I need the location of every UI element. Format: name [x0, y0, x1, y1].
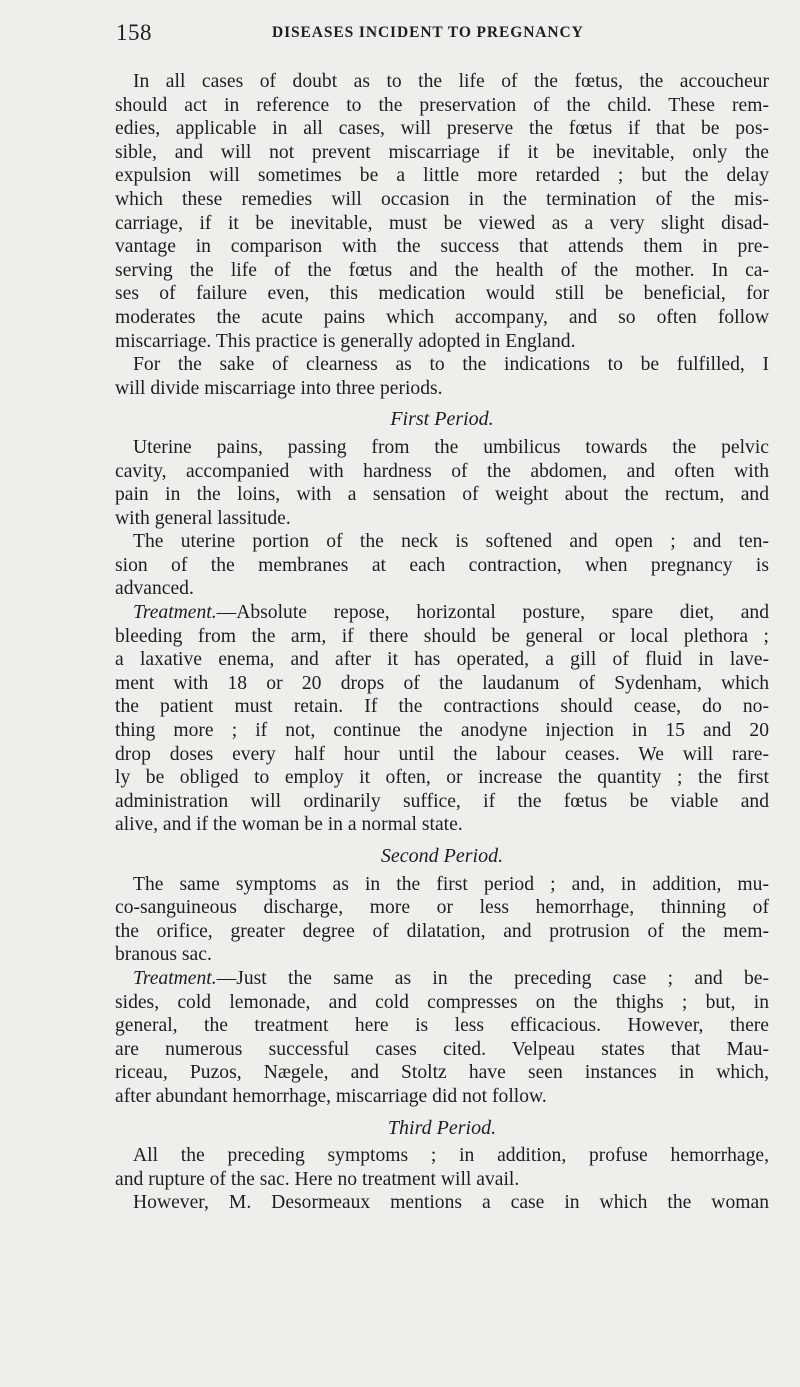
- text-line: However, M. Desormeaux mentions a case in which the woman: [133, 1192, 769, 1214]
- paragraph: [115, 873, 769, 967]
- page-number: 158: [116, 20, 152, 45]
- text-line: co-sanguineous discharge, more or less hemorrhage, thinning of: [115, 897, 769, 919]
- text-line: bleeding from the arm, if there should be general or local plethora ;: [115, 625, 769, 647]
- paragraph: [115, 1191, 769, 1215]
- text-line: sible, and will not prevent miscarriage if it be inevitable, only the: [115, 141, 769, 163]
- paragraph: [115, 70, 769, 353]
- text-line: riceau, Puzos, Nægele, and Stoltz have seen instances in which,: [115, 1062, 769, 1084]
- section-heading: First Period.: [390, 408, 494, 431]
- text-line: sides, cold lemonade, and cold compresses on the thighs ; but, in: [115, 991, 769, 1013]
- text-line: Uterine pains, passing from the umbilicus towards the pelvic: [133, 436, 769, 458]
- text-line: The uterine portion of the neck is softened and open ; and ten-: [133, 531, 769, 553]
- text-line: general, the treatment here is less efficacious. However, there: [115, 1015, 769, 1037]
- text-line: will divide miscarriage into three periods.: [115, 377, 443, 399]
- page-header: [116, 20, 756, 48]
- text-line: ment with 18 or 20 drops of the laudanum of Sydenham, which: [115, 672, 769, 694]
- text-line: branous sac.: [115, 944, 212, 966]
- running-head: DISEASES INCIDENT TO PREGNANCY: [272, 24, 584, 41]
- text-line: pain in the loins, with a sensation of weight about the rectum, and: [115, 484, 769, 506]
- text-line: are numerous successful cases cited. Velpeau states that Mau-: [115, 1038, 769, 1060]
- text-line: drop doses every half hour until the labour ceases. We will rare-: [115, 743, 769, 765]
- text-line: In all cases of doubt as to the life of the fœtus, the accoucheur: [133, 71, 769, 92]
- paragraph-lead: Treatment.: [133, 602, 217, 624]
- text-line: [115, 601, 769, 625]
- text-line: thing more ; if not, continue the anodyne injection in 15 and 20: [115, 720, 769, 742]
- paragraph-lead: Treatment.: [133, 967, 217, 989]
- text-line: [115, 967, 769, 991]
- text-line: and rupture of the sac. Here no treatment will avail.: [115, 1168, 520, 1190]
- text-line: administration will ordinarily suffice, if the fœtus be viable and: [115, 790, 769, 812]
- text-line: The same symptoms as in the first period ; and, in addition, mu-: [133, 873, 769, 895]
- text-line: miscarriage. This practice is generally adopted in England.: [115, 330, 576, 352]
- paragraph: [115, 967, 769, 1109]
- text-line: ly be obliged to employ it often, or increase the quantity ; the first: [115, 767, 769, 789]
- paragraph: [115, 601, 769, 837]
- text-line: sion of the membranes at each contraction, when pregnancy is: [115, 554, 769, 576]
- text-line: ses of failure even, this medication would still be beneficial, for: [115, 283, 769, 305]
- text-line: alive, and if the woman be in a normal state.: [115, 814, 463, 836]
- paragraph: [115, 1144, 769, 1191]
- paragraph: [115, 530, 769, 601]
- text-line: a laxative enema, and after it has operated, a gill of fluid in lave-: [115, 649, 769, 671]
- text-line: after abundant hemorrhage, miscarriage did not follow.: [115, 1085, 547, 1107]
- text-line: the orifice, greater degree of dilatation, and protrusion of the mem-: [115, 920, 769, 942]
- text-line: with general lassitude.: [115, 507, 291, 529]
- line-text: —Absolute repose, horizontal posture, spare diet, and: [216, 602, 769, 624]
- text-line: the patient must retain. If the contractions should cease, do no-: [115, 696, 769, 718]
- text-line: which these remedies will occasion in the termination of the mis-: [115, 188, 769, 210]
- text-line: cavity, accompanied with hardness of the abdomen, and often with: [115, 460, 769, 482]
- section-heading: Second Period.: [380, 845, 504, 867]
- line-text: —Just the same as in the preceding case ; and be-: [216, 967, 769, 989]
- body-text: [115, 70, 769, 1215]
- text-line: advanced.: [115, 578, 194, 600]
- text-line: For the sake of clearness as to the indications to be fulfilled, I: [133, 354, 769, 376]
- section-heading: Third Period.: [387, 1116, 497, 1139]
- text-line: serving the life of the fœtus and the health of the mother. In ca-: [115, 259, 769, 281]
- text-line: moderates the acute pains which accompany, and so often follow: [115, 306, 769, 328]
- text-line: expulsion will sometimes be a little more retarded ; but the delay: [115, 165, 769, 187]
- paragraph: [115, 353, 769, 400]
- text-line: vantage in comparison with the success that attends them in pre-: [115, 236, 769, 258]
- text-line: should act in reference to the preservation of the child. These rem-: [115, 94, 769, 116]
- text-line: All the preceding symptoms ; in addition, profuse hemorrhage,: [133, 1145, 769, 1167]
- text-line: carriage, if it be inevitable, must be viewed as a very slight disad-: [115, 212, 769, 234]
- paragraph: [115, 436, 769, 530]
- text-line: edies, applicable in all cases, will preserve the fœtus if that be pos-: [115, 118, 769, 140]
